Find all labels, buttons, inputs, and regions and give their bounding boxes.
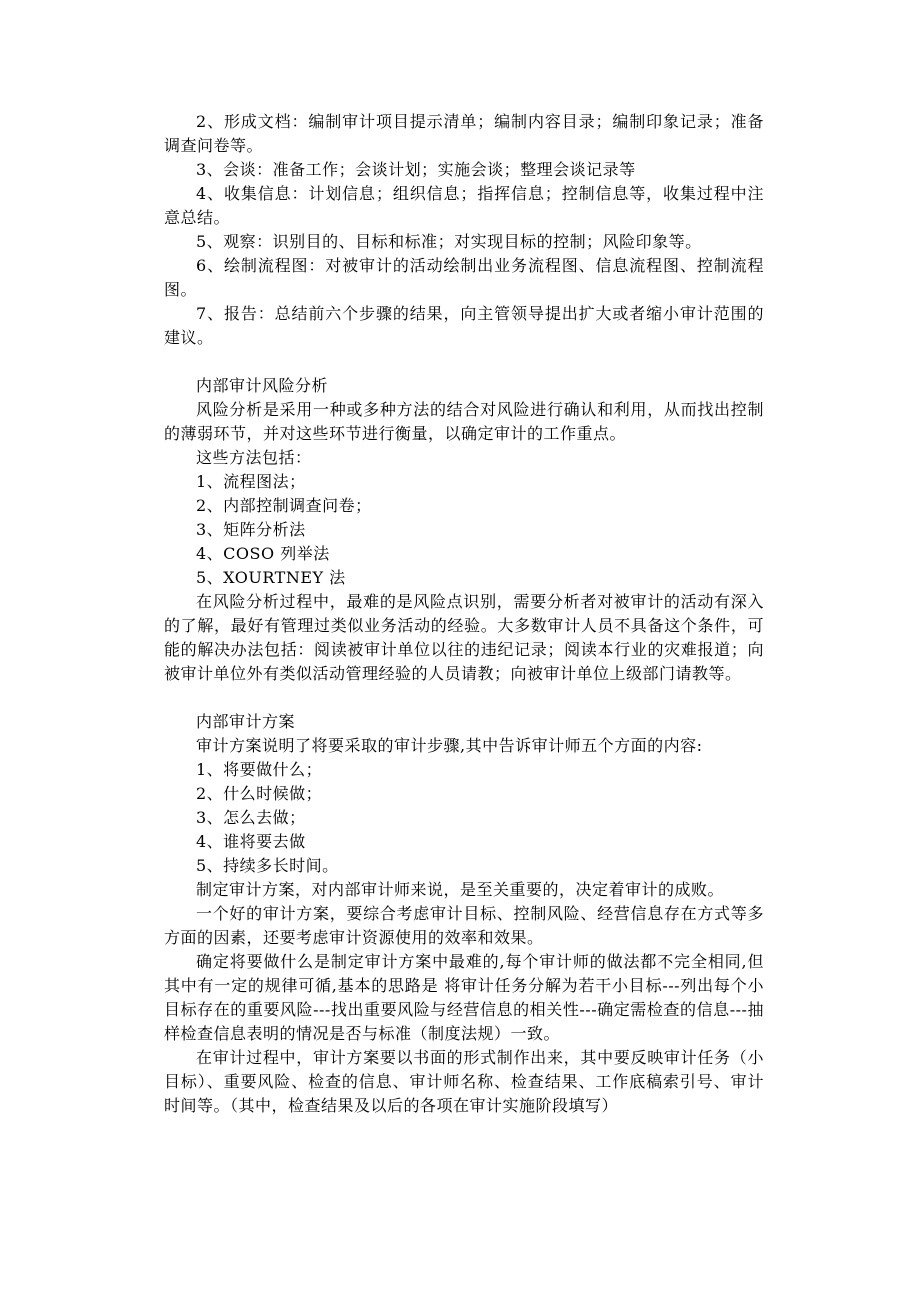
plan-paragraph: 一个好的审计方案，要综合考虑审计目标、控制风险、经营信息存在方式等多方面的因素，还要考虑审计资源使用的效率和效果。 <box>164 904 764 947</box>
plan-intro-paragraph: 审计方案说明了将要采取的审计步骤,其中告诉审计师五个方面的内容: <box>196 736 703 755</box>
plan-list-item: 4、谁将要去做 <box>196 832 306 851</box>
risk-methods-lead: 这些方法包括： <box>196 448 312 467</box>
section-spacer <box>164 350 764 374</box>
risk-method-item: 4、COSO 列举法 <box>196 544 330 563</box>
plan-list-item: 3、怎么去做； <box>196 808 306 827</box>
step-2-paragraph: 2、形成文档：编制审计项目提示清单；编制内容目录；编制印象记录；准备调查问卷等。 <box>164 112 764 155</box>
risk-closing-paragraph: 在风险分析过程中，最难的是风险点识别，需要分析者对被审计的活动有深入的了解，最好有管理过类似业务活动的经验。大多数审计人员不具备这个条件，可能的解决办法包括：阅读被审计单位以往的违纪记录；阅读本行业的灾难报道；向被审计单位外有类似活动管理经验的人员请教；向被审计单位上级部门请教等。 <box>164 592 764 683</box>
plan-list-item: 1、将要做什么； <box>196 760 323 779</box>
plan-paragraph: 确定将要做什么是制定审计方案中最难的,每个审计师的做法都不完全相同,但其中有一定的规律可循,基本的思路是 将审计任务分解为若干小目标---列出每个小目标存在的重要风险---找出重要风险与经营信息的相关性---确定需检查的信息---抽样检查信息表明的情况是否与标准（制度法规）一致。 <box>164 952 764 1043</box>
risk-method-item: 2、内部控制调查问卷； <box>196 496 372 515</box>
plan-list-item: 2、什么时候做； <box>196 784 323 803</box>
step-6-paragraph: 6、绘制流程图：对被审计的活动绘制出业务流程图、信息流程图、控制流程图。 <box>164 256 764 299</box>
section-spacer <box>164 686 764 710</box>
step-5-paragraph: 5、观察：识别目的、目标和标准；对实现目标的控制；风险印象等。 <box>196 232 702 251</box>
document-body <box>164 110 764 1118</box>
risk-section-title: 内部审计风险分析 <box>196 376 329 395</box>
risk-method-item: 3、矩阵分析法 <box>196 520 306 539</box>
plan-paragraph: 制定审计方案，对内部审计师来说，是至关重要的，决定着审计的成败。 <box>196 880 725 899</box>
plan-paragraph: 在审计过程中，审计方案要以书面的形式制作出来，其中要反映审计任务（小目标）、重要风险、检查的信息、审计师名称、检查结果、工作底稿索引号、审计时间等。（其中，检查结果及以后的各项在审计实施阶段填写） <box>164 1048 764 1115</box>
risk-intro-paragraph: 风险分析是采用一种或多种方法的结合对风险进行确认和利用，从而找出控制的薄弱环节，并对这些环节进行衡量，以确定审计的工作重点。 <box>164 400 764 443</box>
plan-list-item: 5、持续多长时间。 <box>196 856 339 875</box>
risk-method-item: 1、流程图法； <box>196 472 306 491</box>
plan-section-title: 内部审计方案 <box>196 712 296 731</box>
risk-method-item: 5、XOURTNEY 法 <box>196 568 346 587</box>
step-7-paragraph: 7、报告：总结前六个步骤的结果，向主管领导提出扩大或者缩小审计范围的建议。 <box>164 304 764 347</box>
step-3-paragraph: 3、会谈：准备工作；会谈计划；实施会谈；整理会谈记录等 <box>196 160 636 179</box>
step-4-paragraph: 4、收集信息：计划信息；组织信息；指挥信息；控制信息等，收集过程中注意总结。 <box>164 184 764 227</box>
